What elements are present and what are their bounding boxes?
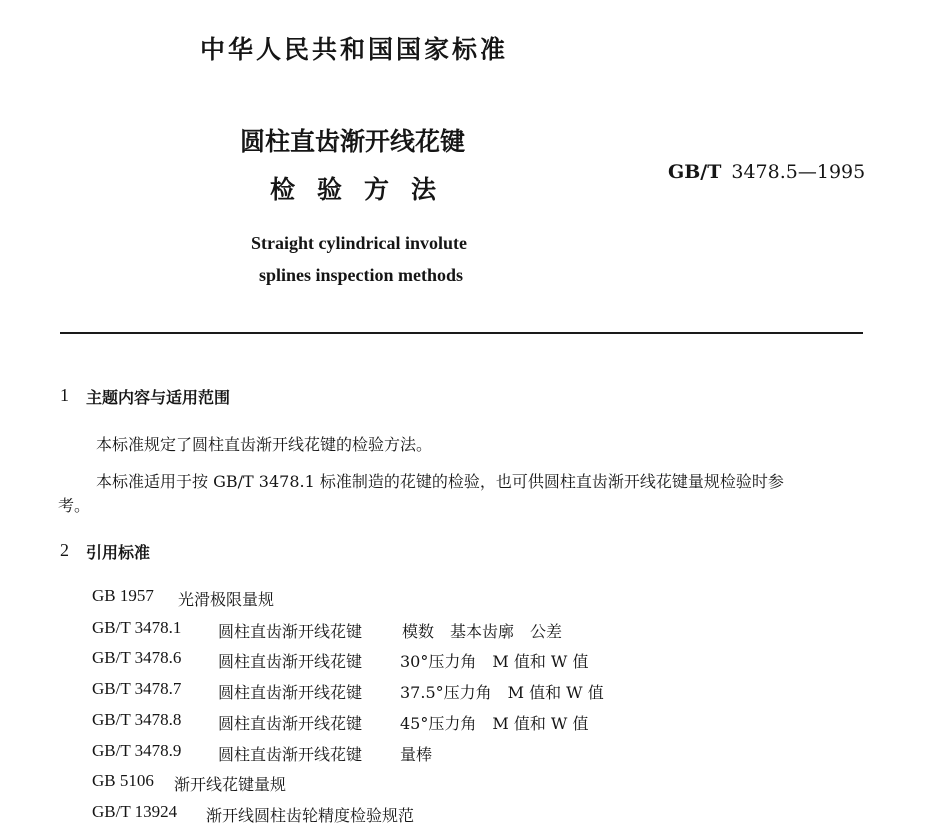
document-title-en-line2: splines inspection methods	[259, 265, 464, 285]
reference-code: GB/T 3478.7	[92, 679, 182, 698]
reference-code: GB/T 3478.6	[92, 648, 182, 667]
section-1-paragraph-2-line-2: 考。	[58, 496, 91, 515]
section-1-heading: 主题内容与适用范围	[86, 388, 231, 407]
reference-description: 30°压力角 M 值和 W 值	[400, 652, 589, 671]
reference-name: 圆柱直齿渐开线花键	[218, 714, 363, 733]
section-1-paragraph-1: 本标准规定了圆柱直齿渐开线花键的检验方法。	[96, 435, 433, 454]
document-title-cn-line2: 检验方法	[270, 175, 459, 204]
standard-prefix: GB/T	[668, 161, 722, 183]
document-title-cn-line1: 圆柱直齿渐开线花键	[240, 127, 466, 156]
reference-description: 37.5°压力角 M 值和 W 值	[400, 683, 604, 702]
standard-number-value: 3478.5—1995	[731, 161, 866, 183]
reference-code: GB/T 3478.1	[92, 618, 182, 637]
reference-code: GB/T 13924	[92, 802, 178, 821]
reference-name: 圆柱直齿渐开线花键	[218, 622, 363, 641]
section-1-paragraph-2-line-1: 本标准适用于按 GB/T 3478.1 标准制造的花键的检验，也可供圆柱直齿渐开线花键量规检验时参	[96, 472, 784, 491]
reference-name: 渐开线圆柱齿轮精度检验规范	[206, 806, 415, 825]
reference-description: 模数 基本齿廓 公差	[402, 622, 563, 641]
document-title-en-line1: Straight cylindrical involute	[251, 233, 467, 253]
section-2-heading: 引用标准	[86, 543, 151, 562]
reference-name: 圆柱直齿渐开线花键	[218, 652, 363, 671]
reference-code: GB/T 3478.8	[92, 710, 182, 729]
reference-description: 量棒	[400, 745, 433, 764]
reference-name: 光滑极限量规	[178, 590, 275, 609]
reference-code: GB 5106	[92, 771, 154, 790]
reference-code: GB/T 3478.9	[92, 741, 182, 760]
section-2-number: 2	[60, 540, 69, 560]
reference-name: 圆柱直齿渐开线花键	[218, 745, 363, 764]
reference-code: GB 1957	[92, 586, 154, 605]
reference-description: 45°压力角 M 值和 W 值	[400, 714, 589, 733]
reference-name: 渐开线花键量规	[174, 775, 287, 794]
section-1-number: 1	[60, 385, 69, 405]
reference-name: 圆柱直齿渐开线花键	[218, 683, 363, 702]
national-standard-header: 中华人民共和国国家标准	[200, 35, 509, 64]
